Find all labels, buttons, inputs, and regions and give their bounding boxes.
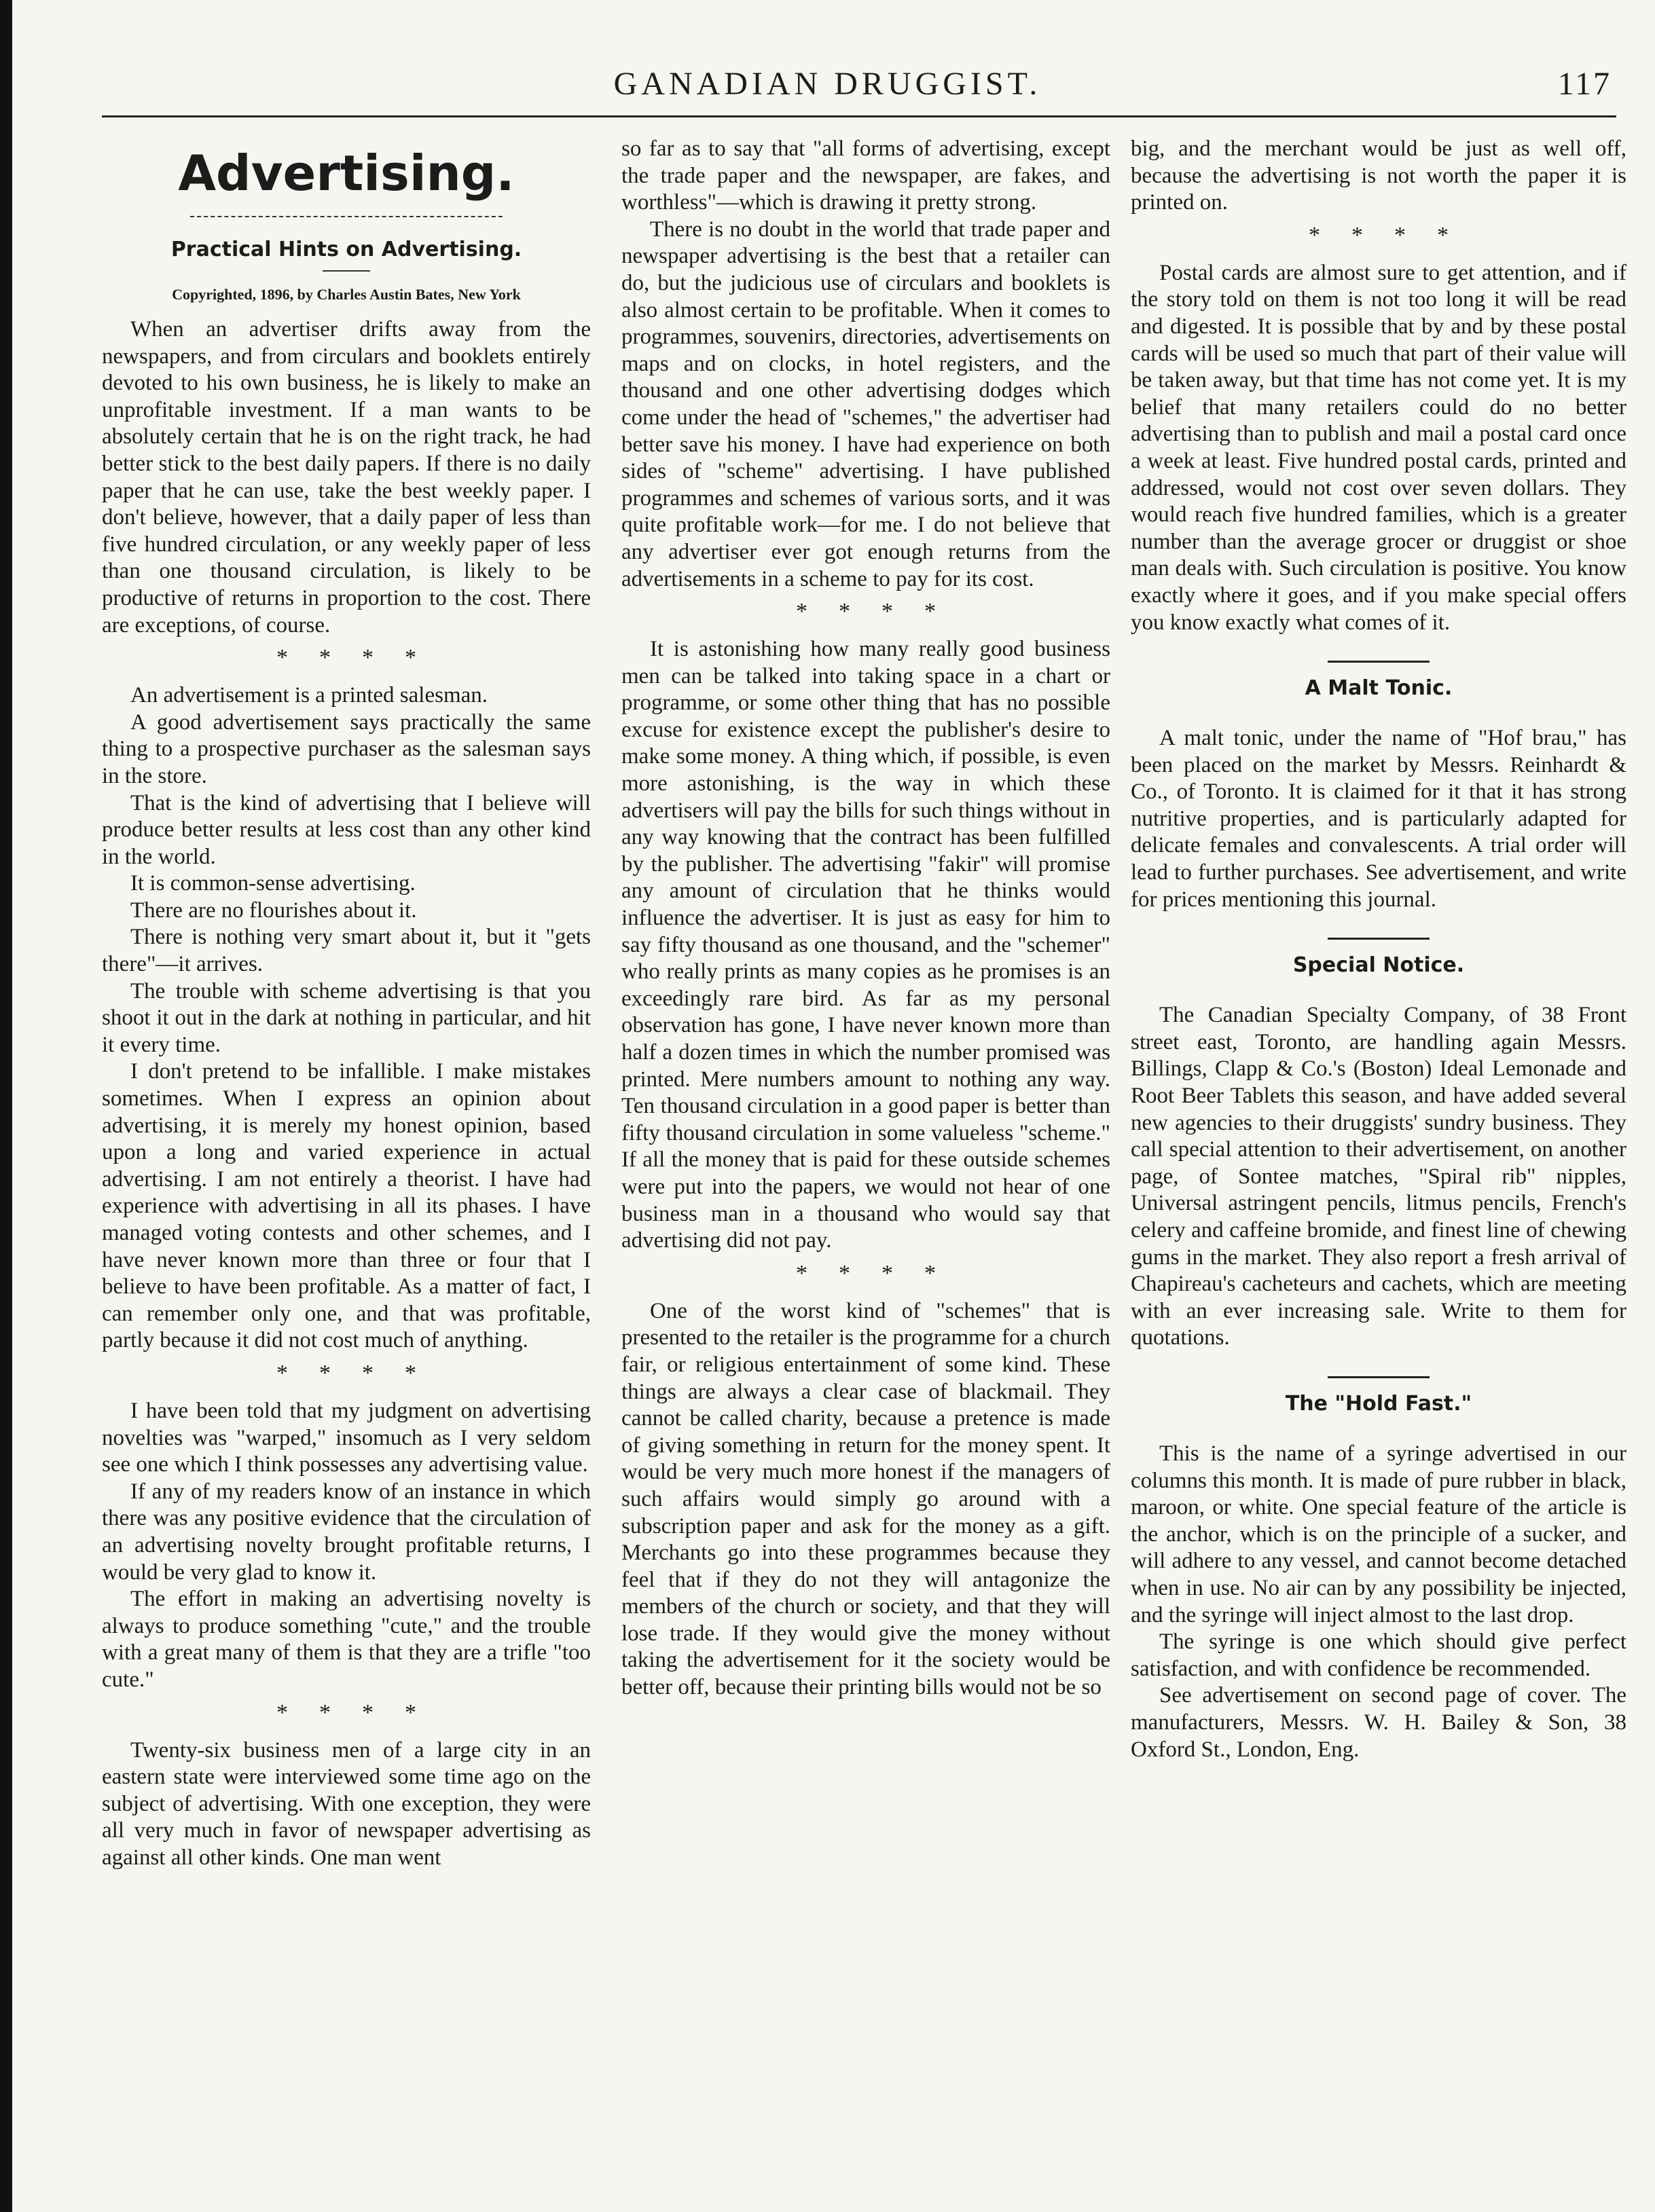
paragraph: Twenty-six business men of a large city in an eastern state were interviewed some time ago on the subject of advertising. With one exception, they were all very much in favor of newspaper advertising as against all other kinds. One man went (102, 1737, 591, 1870)
paragraph: big, and the merchant would be just as well off, because the advertising is not worth the paper it is printed on. (1131, 136, 1626, 215)
paragraph: so far as to say that "all forms of advertising, except the trade paper and the newspaper, are fakes, and worthless"—which is drawing it pretty strong. (621, 136, 1110, 215)
column-1 (102, 136, 591, 2186)
paragraph: See advertisement on second page of cover. The manufacturers, Messrs. W. H. Bailey & Son, 38 Oxford St., London, Eng. (1131, 1683, 1626, 1762)
divider (323, 270, 370, 272)
section-stars: **** (796, 1260, 967, 1286)
section-title-special-notice: Special Notice. (1292, 953, 1465, 978)
section-stars: **** (1309, 222, 1480, 248)
section-stars: **** (276, 645, 448, 671)
paragraph: The effort in making an advertising novelty is always to produce something "cute," and the trouble with a great many of them is that they are a trifle "too cute." (102, 1587, 591, 1692)
section-stars: **** (276, 1699, 448, 1725)
paragraph: If any of my readers know of an instance in which there was any positive evidence that the circulation of an advertising novelty brought profitable returns, I would be very glad to know it. (102, 1479, 591, 1585)
binding-edge (0, 0, 12, 2212)
paragraph: I don't pretend to be infallible. I make mistakes sometimes. When I express an opinion about advertising, it is merely my honest opinion, based upon a long and varied experience in actual advertising. I am not entirely a theorist. I have had experience with advertising in all its phases. I have managed voting contests and other schemes, and I have never known more than three or four that I believe to have been profitable. As a matter of fact, I can remember only one, and that was profitable, partly because it did not cost much of anything. (102, 1059, 591, 1353)
paragraph: The Canadian Specialty Company, of 38 Front street east, Toronto, are handling again Messrs. Billings, Clapp & Co.'s (Boston) Ideal Lemonade and Root Beer Tablets this season, and have added several new agencies to their druggists' sundry business. They call special attention to their advertisement, on another page, of Sontee matches, "Spiral rib" nipples, Universal astringent pencils, litmus pencils, French's celery and caffeine bromide, and finest line of chewing gums in the market. They also report a fresh arrival of Chapireau's cacheteurs and cachets, which are meeting with an ever increasing sale. Write to them for quotations. (1131, 1003, 1626, 1350)
paragraph: This is the name of a syringe advertised in our columns this month. It is made of pure rubber in black, maroon, or white. One special feature of the article is the anchor, which is on the principle of a sucker, and will adhere to any vessel, and cannot become detached when in use. No air can by any possibility be injected, and the syringe will inject almost to the last drop. (1131, 1441, 1626, 1627)
section-stars: **** (276, 1360, 448, 1386)
paragraph: That is the kind of advertising that I believe will produce better results at less cost than any other kind in the world. (102, 790, 591, 869)
journal-title: GANADIAN DRUGGIST. (613, 66, 1042, 102)
header-rule (102, 115, 1616, 117)
paragraph: It is common-sense advertising. (130, 871, 416, 896)
article-headline: Advertising. (178, 145, 515, 202)
paragraph: It is astonishing how many really good business men can be talked into taking space in a chart or programme, or some other thing that has no possible excuse for existence except the publisher's desire to make some money. A thing which, if possible, is even more astonishing, is the way in which these advertisers will pay the bills for such things without in any way knowing that the contract has been fulfilled by the publisher. The advertising "fakir" will promise any amount of circulation that he thinks would influence the advertiser. It is just as easy for him to say fifty thousand as one thousand, and the "schemer" who really prints as many copies as he promises is an exceedingly rare bird. As far as my personal observation has gone, I have never known more than half a dozen times in which the number promised was printed. Mere numbers amount to nothing any way. Ten thousand circulation in a good paper is better than fifty thousand circulation in some valueless "scheme." If all the money that is paid for these outside schemes were put into the papers, we would not hear of one business man in a thousand who would say that advertising did not pay. (621, 637, 1110, 1253)
paragraph: One of the worst kind of "schemes" that is presented to the retailer is the programme for a church fair, or religious entertainment of some kind. These things are always a clear case of blackmail. They cannot be called charity, because a pretence is made of giving something in return for the money spent. It would be very much more honest if the managers of such affairs would simply go around with a subscription paper and ask for the money as a gift. Merchants go into these programmes because they feel that if they do not they will antagonize the members of the church or society, and that they will lose trade. If they would give the money without taking the advertisement for it the society would be better off, because their printing bills would not be so (621, 1298, 1110, 1700)
paragraph: When an advertiser drifts away from the newspapers, and from circulars and booklets entirely devoted to his own business, he is likely to make an unprofitable investment. If a man wants to be absolutely certain that he is on the right track, he had better stick to the best daily papers. If there is no daily paper that he can use, take the best weekly paper. I don't believe, however, that a daily paper of less than five hundred circulation, or any weekly paper of less than one thousand circulation, is likely to be productive of returns in proportion to the cost. There are exceptions, of course. (102, 317, 591, 638)
paragraph: I have been told that my judgment on advertising novelties was "warped," insomuch as I very seldom see one which I think possesses any advertising value. (102, 1398, 591, 1477)
paragraph: There is no doubt in the world that trade paper and newspaper advertising is the best that a retailer can do, but the judicious use of circulars and booklets is also almost certain to be profitable. When it comes to programmes, souvenirs, directories, advertisements on maps and on clocks, in hotel registers, and the thousand and one other advertising dodges which come under the head of "schemes," the advertiser had better save his money. I have had experience on both sides of "scheme" advertising. I have published programmes and schemes of various sorts, and it was quite profitable work—for me. I do not believe that any advertiser ever got enough returns from the advertisements in a scheme to pay for its cost. (621, 217, 1110, 591)
headline-rule (190, 216, 503, 217)
column-2 (621, 136, 1110, 2186)
copyright-line: Copyrighted, 1896, by Charles Austin Bates, New York (172, 286, 521, 303)
section-rule (1328, 938, 1430, 940)
paragraph: Postal cards are almost sure to get attention, and if the story told on them is not too long it will be read and digested. It is possible that by and by these postal cards will be used so much that part of their value will be taken away, but that time has not come yet. It is my belief that many retailers could do no better advertising than to publish and mail a postal card once a week at least. Five hundred postal cards, printed and addressed, would not cost over seven dollars. They would reach five hundred families, which is a greater number than the average grocer or druggist or shoe man deals with. Such circulation is positive. You know exactly where it goes, and if you make special offers you know exactly what comes of it. (1131, 260, 1626, 635)
section-rule (1328, 1376, 1430, 1378)
paragraph: A malt tonic, under the name of "Hof brau," has been placed on the market by Messrs. Reinhardt & Co., of Toronto. It is claimed for it that it has strong nutritive properties, and is particularly adapted for delicate females and convalescents. A trial order will lead to further purchases. See advertisement, and write for prices mentioning this journal. (1131, 726, 1626, 912)
column-3 (1131, 136, 1626, 2186)
section-stars: **** (796, 599, 967, 625)
paragraph: The syringe is one which should give perfect satisfaction, and with confidence be recommended. (1131, 1629, 1626, 1681)
running-head (0, 65, 1655, 113)
article-subhead: Practical Hints on Advertising. (170, 238, 522, 261)
page-number: 117 (1557, 66, 1612, 102)
paragraph: There are no flourishes about it. (130, 898, 417, 923)
section-title-malt-tonic: A Malt Tonic. (1305, 676, 1453, 701)
section-title-hold-fast: The "Hold Fast." (1285, 1391, 1472, 1416)
paragraph: The trouble with scheme advertising is that you shoot it out in the dark at nothing in particular, and hit it every time. (102, 978, 591, 1057)
section-rule (1328, 661, 1430, 663)
paragraph: An advertisement is a printed salesman. (130, 683, 488, 708)
paragraph: There is nothing very smart about it, but it "gets there"—it arrives. (102, 925, 591, 977)
paragraph: A good advertisement says practically the same thing to a prospective purchaser as the salesman says in the store. (102, 709, 591, 788)
